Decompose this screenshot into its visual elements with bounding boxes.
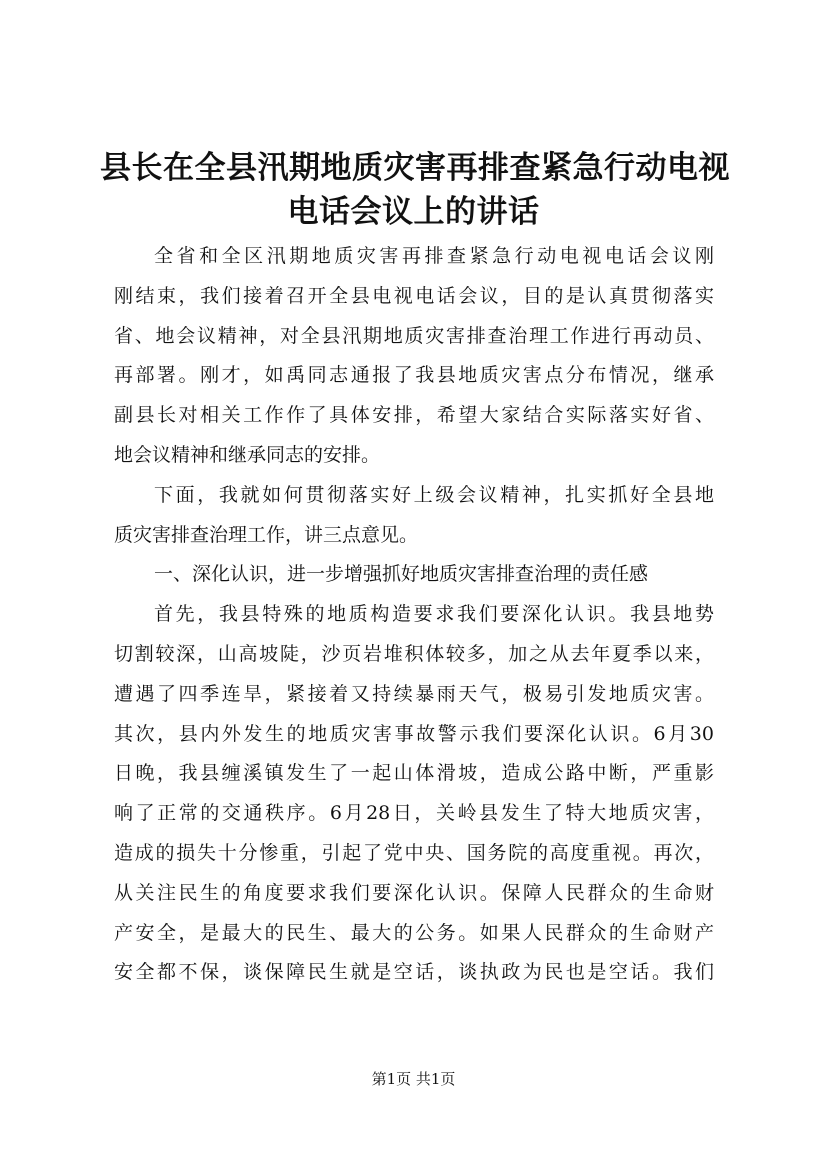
paragraph-line: 全省和全区汛期地质灾害再排查紧急行动电视电话会议刚 [154,245,714,267]
paragraph-line: 从关注民生的角度要求我们要深化认识。保障人民群众的生命财 [114,881,714,904]
paragraph-line: 其次，县内外发生的地质灾害事故警示我们要深化认识。6月30 [114,722,714,745]
paragraph-line: 遭遇了四季连旱，紧接着又持续暴雨天气，极易引发地质灾害。 [114,682,714,705]
paragraph-line: 省、地会议精神，对全县汛期地质灾害排查治理工作进行再动员、 [114,324,714,347]
paragraph-line: 首先，我县特殊的地质构造要求我们要深化认识。我县地势 [154,603,714,626]
paragraph-line: 安全都不保，谈保障民生就是空话，谈执政为民也是空话。我们 [114,961,714,984]
paragraph-line: 日晚，我县缠溪镇发生了一起山体滑坡，造成公路中断，严重影 [114,762,714,785]
paragraph-line: 造成的损失十分惨重，引起了党中央、国务院的高度重视。再次， [114,841,714,864]
document-title [100,146,730,234]
paragraph-line: 切割较深，山高坡陡，沙页岩堆积体较多，加之从去年夏季以来， [114,642,714,665]
paragraph-line: 产安全，是最大的民生、最大的公务。如果人民群众的生命财产 [114,921,714,944]
paragraph-line: 响了正常的交通秩序。6月28日，关岭县发生了特大地质灾害， [114,802,714,825]
page-footer: 第1页 共1页 [371,1070,456,1088]
paragraph-line: 副县长对相关工作作了具体安排，希望大家结合实际落实好省、 [114,404,714,427]
paragraph-line: 再部署。刚才，如禹同志通报了我县地质灾害点分布情况，继承 [114,364,714,387]
paragraph-line: 地会议精神和继承同志的安排。 [114,443,381,466]
paragraph-line: 刚结束，我们接着召开全县电视电话会议，目的是认真贯彻落实 [114,284,714,307]
title-line: 电话会议上的讲话 [287,194,540,230]
section-heading: 一、深化认识，进一步增强抓好地质灾害排查治理的责任感 [154,563,649,586]
document-body [114,237,714,993]
paragraph-line: 下面，我就如何贯彻落实好上级会议精神，扎实抓好全县地 [154,483,714,506]
paragraph-line: 质灾害排查治理工作，讲三点意见。 [114,523,419,546]
title-line: 县长在全县汛期地质灾害再排查紧急行动电视 [100,150,730,186]
